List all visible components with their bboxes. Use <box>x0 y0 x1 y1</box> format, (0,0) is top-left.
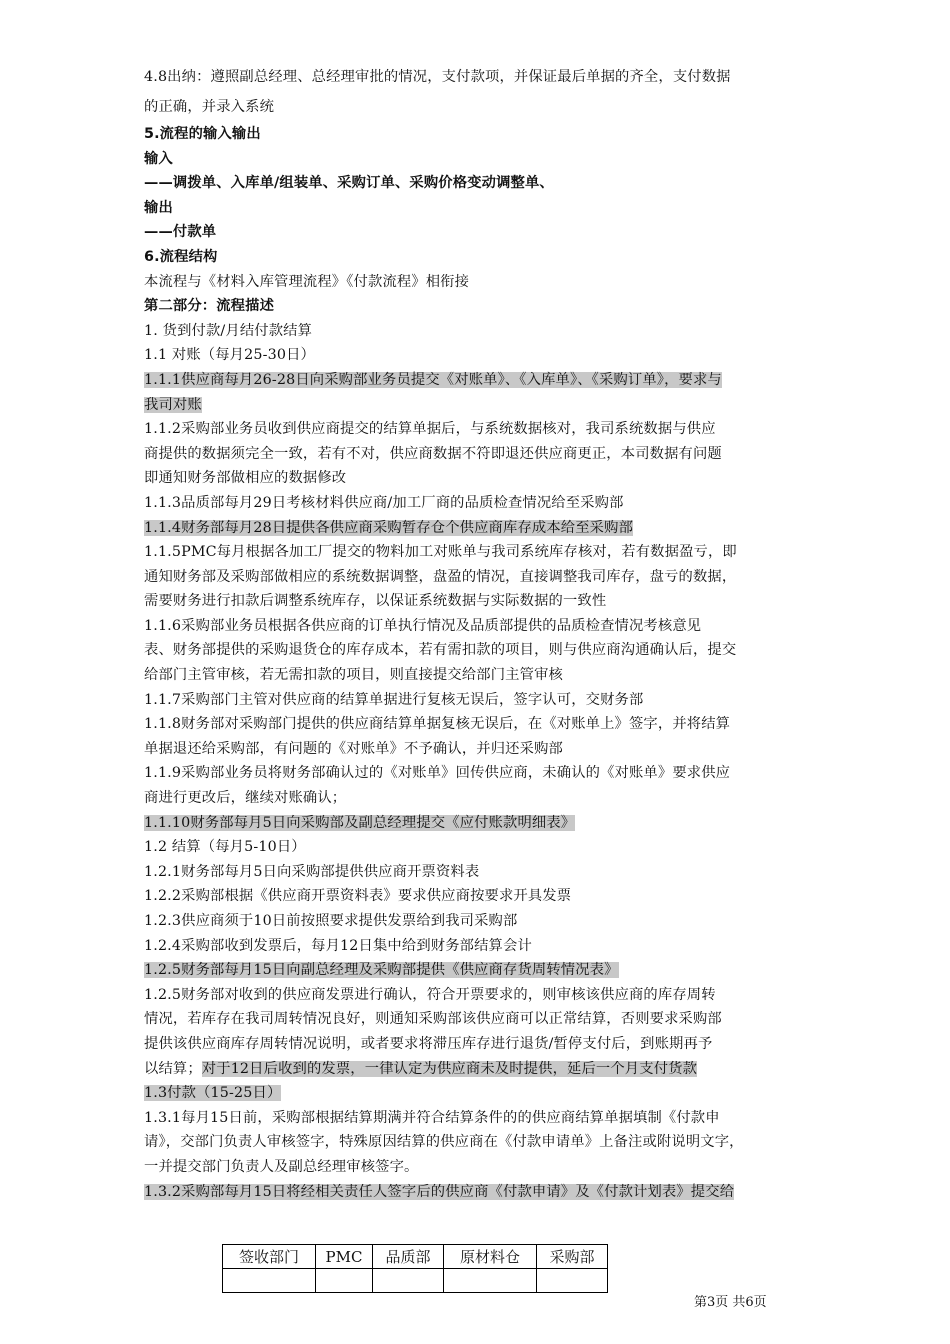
text-line-content: 1.1.1供应商每月26-28日向采购部业务员提交《对账单》、《入库单》、《采购订单》，要求与 <box>144 371 722 388</box>
text-line <box>144 835 812 860</box>
text-line-content: 1.1.7采购部门主管对供应商的结算单据进行复核无误后，签字认可，交财务部 <box>144 691 644 708</box>
text-line <box>144 1130 812 1155</box>
text-line-content: 提供该供应商库存周转情况说明，或者要求将滞压库存进行退货/暂停支付后，到账期再予 <box>144 1035 713 1052</box>
sign-header-department: 签收部门 <box>223 1245 316 1269</box>
text-line <box>144 540 812 565</box>
text-line-content: 1.2.5财务部每月15日向副总经理及采购部提供《供应商存货周转情况表》 <box>144 962 619 979</box>
text-line-content: 1.1.8财务部对采购部门提供的供应商结算单据复核无误后，在《对账单上》签字，并将结算 <box>144 716 731 733</box>
text-line-highlight: 对于12日后收到的发票，一律认定为供应商未及时提供，延后一个月支付货款 <box>201 1060 698 1077</box>
text-line-content: 1.1.5PMC每月根据各加工厂提交的物料加工对账单与我司系统库存核对，若有数据盈亏，即 <box>144 544 737 561</box>
text-line-content: 商提供的数据须完全一致，若有不对，供应商数据不符即退还供应商更正，本司数据有问题 <box>144 445 722 462</box>
text-line <box>144 1180 812 1205</box>
text-line-content: 1.2.1财务部每月5日向采购部提供供应商开票资料表 <box>144 863 480 880</box>
text-line <box>144 62 812 92</box>
text-line <box>144 638 812 663</box>
text-line <box>144 196 812 221</box>
text-line-content: 1.1.9采购部业务员将财务部确认过的《对账单》回传供应商，未确认的《对账单》要求供应 <box>144 765 731 782</box>
text-line <box>144 958 812 983</box>
sign-cell-quality[interactable] <box>373 1269 444 1293</box>
text-line-content: 1.1.10财务部每月5日向采购部及副总经理提交《应付账款明细表》 <box>144 814 576 831</box>
text-line <box>144 294 812 319</box>
text-line-content: 表、财务部提供的采购退货仓的库存成本，若有需扣款的项目，则与供应商沟通确认后，提交 <box>144 642 737 659</box>
text-line-content: 1. 货到付款/月结付款结算 <box>144 322 313 339</box>
text-line <box>144 589 812 614</box>
text-line-content: 1.1 对账（每月25-30日） <box>144 347 315 364</box>
document-body <box>144 62 812 1204</box>
sign-cell-raw-material-warehouse[interactable] <box>444 1269 537 1293</box>
text-line-content: 一并提交部门负责人及副总经理审核签字。 <box>144 1158 419 1175</box>
text-line <box>144 909 812 934</box>
text-line-content: 1.2.2采购部根据《供应商开票资料表》要求供应商按要求开具发票 <box>144 888 572 905</box>
text-line <box>144 368 812 393</box>
text-line-content: 以结算； <box>144 1060 202 1077</box>
text-line-content: 商进行更改后，继续对账确认； <box>144 790 347 807</box>
text-line <box>144 761 812 786</box>
text-line-content: 的正确，并录入系统 <box>144 99 275 115</box>
text-line <box>144 1057 812 1082</box>
text-line-content: 1.3.1每月15日前，采购部根据结算期满并符合结算条件的的供应商结算单据填制《付款申 <box>144 1109 720 1126</box>
text-line <box>144 220 812 245</box>
text-line <box>144 884 812 909</box>
text-line-content: 输出 <box>144 199 173 216</box>
sign-header-quality: 品质部 <box>373 1245 444 1269</box>
text-line <box>144 1081 812 1106</box>
text-line-content: 请》，交部门负责人审核签字，特殊原因结算的供应商在《付款申请单》上备注或附说明文字， <box>144 1134 744 1151</box>
text-line <box>144 811 812 836</box>
text-line <box>144 147 812 172</box>
text-line-content: 6.流程结构 <box>144 248 218 265</box>
text-line <box>144 663 812 688</box>
text-line <box>144 442 812 467</box>
text-line-content: 1.2 结算（每月5-10日） <box>144 839 306 856</box>
text-line-content: 我司对账 <box>144 396 202 413</box>
text-line <box>144 270 812 295</box>
text-line <box>144 786 812 811</box>
text-line-content: 1.1.6采购部业务员根据各供应商的订单执行情况及品质部提供的品质检查情况考核意见 <box>144 617 702 634</box>
text-line <box>144 319 812 344</box>
text-line-content: ——调拨单、入库单/组装单、采购订单、采购价格变动调整单、 <box>144 175 554 192</box>
text-line-content: 1.2.3供应商须于10日前按照要求提供发票给到我司采购部 <box>144 913 518 929</box>
text-line <box>144 934 812 959</box>
text-line <box>144 565 812 590</box>
text-line-content: ——付款单 <box>144 224 217 241</box>
text-line-content: 1.1.2采购部业务员收到供应商提交的结算单据后，与系统数据核对，我司系统数据与供应 <box>144 421 716 438</box>
text-line <box>144 343 812 368</box>
text-line-content: 1.1.3品质部每月29日考核材料供应商/加工厂商的品质检查情况给至采购部 <box>144 494 624 511</box>
text-line <box>144 1032 812 1057</box>
text-line-content: 1.1.4财务部每月28日提供各供应商采购暂存仓个供应商库存成本给至采购部 <box>144 519 634 536</box>
text-line <box>144 417 812 442</box>
text-line <box>144 983 812 1008</box>
text-line-content: 单据退还给采购部，有问题的《对账单》不予确认，并归还采购部 <box>144 740 563 757</box>
text-line-content: 1.2.5财务部对收到的供应商发票进行确认，符合开票要求的，则审核该供应商的库存周转 <box>144 986 716 1003</box>
text-line <box>144 860 812 885</box>
text-line <box>144 92 812 122</box>
sign-header-raw-material-warehouse: 原材料仓 <box>444 1245 537 1269</box>
text-line <box>144 614 812 639</box>
text-line <box>144 516 812 541</box>
text-line <box>144 712 812 737</box>
text-line-content: 通知财务部及采购部做相应的系统数据调整，盘盈的情况，直接调整我司库存，盘亏的数据， <box>144 568 737 585</box>
text-line <box>144 122 812 147</box>
text-line-content: 第二部分：流程描述 <box>144 298 275 315</box>
sign-header-pmc: PMC <box>316 1245 373 1269</box>
text-line <box>144 245 812 270</box>
signature-table-blank-row <box>223 1269 608 1293</box>
text-line <box>144 1007 812 1032</box>
text-line-content: 需要财务进行扣款后调整系统库存，以保证系统数据与实际数据的一致性 <box>144 593 607 610</box>
text-line-content: 4.8出纳：遵照副总经理、总经理审批的情况，支付款项，并保证最后单据的齐全，支付数据 <box>144 69 731 85</box>
text-line <box>144 737 812 762</box>
sign-cell-department[interactable] <box>223 1269 316 1293</box>
text-line-content: 本流程与《材料入库管理流程》《付款流程》相衔接 <box>144 273 470 290</box>
sign-header-purchasing: 采购部 <box>537 1245 608 1269</box>
text-line-content: 1.3付款（15-25日） <box>144 1085 282 1102</box>
page-number: 第3页 共6页 <box>694 1295 767 1310</box>
text-line <box>144 688 812 713</box>
text-line-content: 即通知财务部做相应的数据修改 <box>144 470 347 487</box>
text-line <box>144 1155 812 1180</box>
text-line-content: 给部门主管审核，若无需扣款的项目，则直接提交给部门主管审核 <box>144 667 563 684</box>
text-line-content: 5.流程的输入输出 <box>144 126 261 142</box>
text-line-content: 输入 <box>144 150 173 167</box>
text-line <box>144 466 812 491</box>
text-line <box>144 171 812 196</box>
text-line-content: 1.2.4采购部收到发票后，每月12日集中给到财务部结算会计 <box>144 937 532 954</box>
sign-cell-purchasing[interactable] <box>537 1269 608 1293</box>
text-line-content: 情况，若库存在我司周转情况良好，则通知采购部该供应商可以正常结算，否则要求采购部 <box>144 1011 722 1028</box>
signature-table-header-row <box>223 1245 608 1269</box>
sign-cell-pmc[interactable] <box>316 1269 373 1293</box>
text-line <box>144 491 812 516</box>
text-line-content: 1.3.2采购部每月15日将经相关责任人签字后的供应商《付款申请》及《付款计划表》提交给 <box>144 1183 735 1200</box>
text-line <box>144 393 812 418</box>
text-line <box>144 1106 812 1131</box>
signature-table <box>222 1244 608 1293</box>
